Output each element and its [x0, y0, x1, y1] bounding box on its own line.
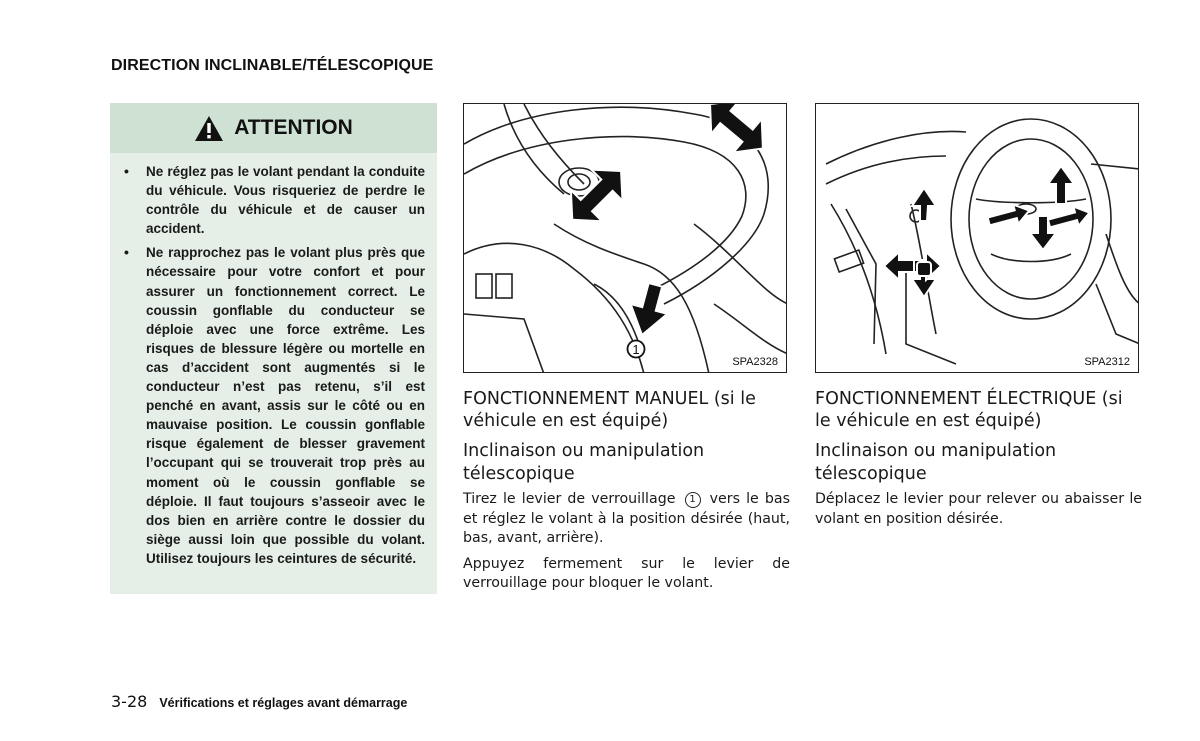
paragraph-text: Tirez le levier de verrouillage — [463, 491, 676, 507]
footer-section-title: Vérifications et réglages avant démarrage — [159, 696, 408, 710]
warning-title: ATTENTION — [234, 116, 353, 139]
warning-list — [110, 153, 437, 568]
section-title: FONCTIONNEMENT MANUEL (si le véhicule en est équipé) — [463, 389, 756, 431]
callout-marker: 1 — [685, 492, 701, 508]
manual-section — [463, 388, 790, 594]
figure-callout-label: 1 — [632, 342, 640, 357]
electric-section — [815, 388, 1142, 529]
warning-item: • Ne réglez pas le volant pendant la conduite du véhicule. Vous risqueriez de perdre le contrôle du véhicule et de causer un accident. — [146, 162, 425, 238]
figure-code: SPA2312 — [1084, 356, 1130, 368]
warning-header — [110, 103, 437, 153]
section-title: FONCTIONNEMENT ÉLECTRIQUE (si le véhicule en est équipé) — [815, 389, 1123, 431]
manual-steering-illustration — [464, 104, 787, 373]
electric-steering-figure — [815, 103, 1139, 373]
subsection-title: Inclinaison ou manipulation télescopique — [815, 441, 1057, 484]
instruction-paragraph: Déplacez le levier pour relever ou abaisser le volant en position désirée. — [815, 491, 1142, 527]
electric-steering-illustration — [816, 104, 1139, 373]
page-footer — [111, 692, 407, 711]
warning-triangle-icon — [194, 115, 224, 142]
paragraph-text: vers le bas et réglez le volant à la position désirée (haut, bas, avant, arrière). — [463, 491, 790, 546]
subsection-title: Inclinaison ou manipulation télescopique — [463, 441, 705, 484]
warning-item: • Ne rapprochez pas le volant plus près que nécessaire pour votre confort et pour assurer un fonctionnement correct. Le coussin gonflable du conducteur se déploie avec une force extrême. Les risques de blessure légère ou mortelle en cas d’accident sont augmentés si le conducteur n’est pas retenu, s’il est penché en avant, assis sur le côté ou en mauvaise position. Le coussin gonflable risque également de blesser gravement l’occupant qui se trouverait trop près au moment où le coussin gonflable se déploie. Il faut toujours s’asseoir avec le dos bien en arrière contre le dossier du siège aussi loin que possible du volant. Utilisez toujours les ceintures de sécurité. — [146, 243, 425, 568]
page-header-title: DIRECTION INCLINABLE/TÉLESCOPIQUE — [111, 57, 434, 74]
page-number: 3-28 — [111, 692, 148, 711]
instruction-paragraph: Appuyez fermement sur le levier de verrouillage pour bloquer le volant. — [463, 555, 790, 591]
instruction-paragraph — [463, 490, 790, 549]
figure-code: SPA2328 — [732, 356, 778, 368]
warning-box — [110, 103, 437, 594]
manual-steering-figure — [463, 103, 787, 373]
